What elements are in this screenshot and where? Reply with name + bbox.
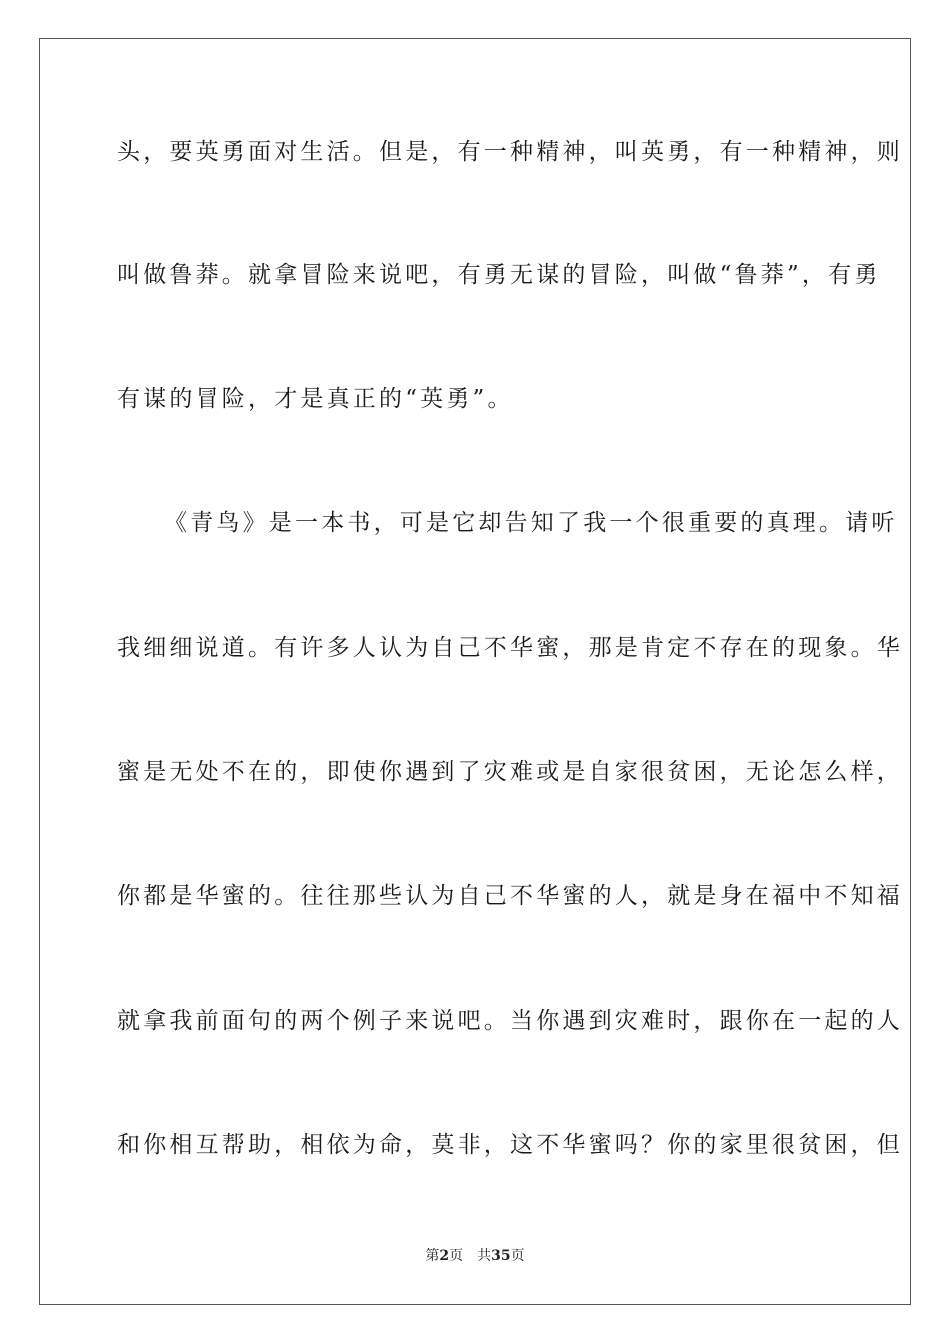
text-line-1: 头，要英勇面对生活。但是，有一种精神，叫英勇，有一种精神，则 bbox=[117, 139, 903, 165]
total-prefix: 共 bbox=[477, 1248, 492, 1264]
page-prefix: 第 bbox=[425, 1248, 440, 1264]
total-suffix: 页 bbox=[510, 1248, 525, 1264]
text-line-5: 我细细说道。有许多人认为自己不华蜜，那是肯定不存在的现象。华 bbox=[117, 635, 903, 661]
text-line-8: 就拿我前面句的两个例子来说吧。当你遇到灾难时，跟你在一起的人 bbox=[117, 1008, 903, 1034]
page-footer bbox=[0, 1246, 950, 1266]
text-line-9: 和你相互帮助，相依为命，莫非，这不华蜜吗？你的家里很贫困，但 bbox=[117, 1132, 903, 1158]
page-suffix: 页 bbox=[449, 1248, 464, 1264]
total-pages: 35 bbox=[491, 1248, 511, 1264]
page-border bbox=[39, 38, 911, 1305]
page-number: 2 bbox=[439, 1248, 450, 1264]
text-line-7: 你都是华蜜的。往往那些认为自己不华蜜的人，就是身在福中不知福 bbox=[117, 883, 903, 909]
text-line-4-indented: 《青鸟》是一本书，可是它却告知了我一个很重要的真理。请听 bbox=[164, 510, 898, 536]
text-line-6: 蜜是无处不在的，即使你遇到了灾难或是自家很贫困，无论怎么样， bbox=[117, 759, 903, 785]
text-line-2: 叫做鲁莽。就拿冒险来说吧，有勇无谋的冒险，叫做“鲁莽”，有勇 bbox=[117, 262, 881, 288]
text-line-3: 有谋的冒险，才是真正的“英勇”。 bbox=[117, 386, 514, 412]
